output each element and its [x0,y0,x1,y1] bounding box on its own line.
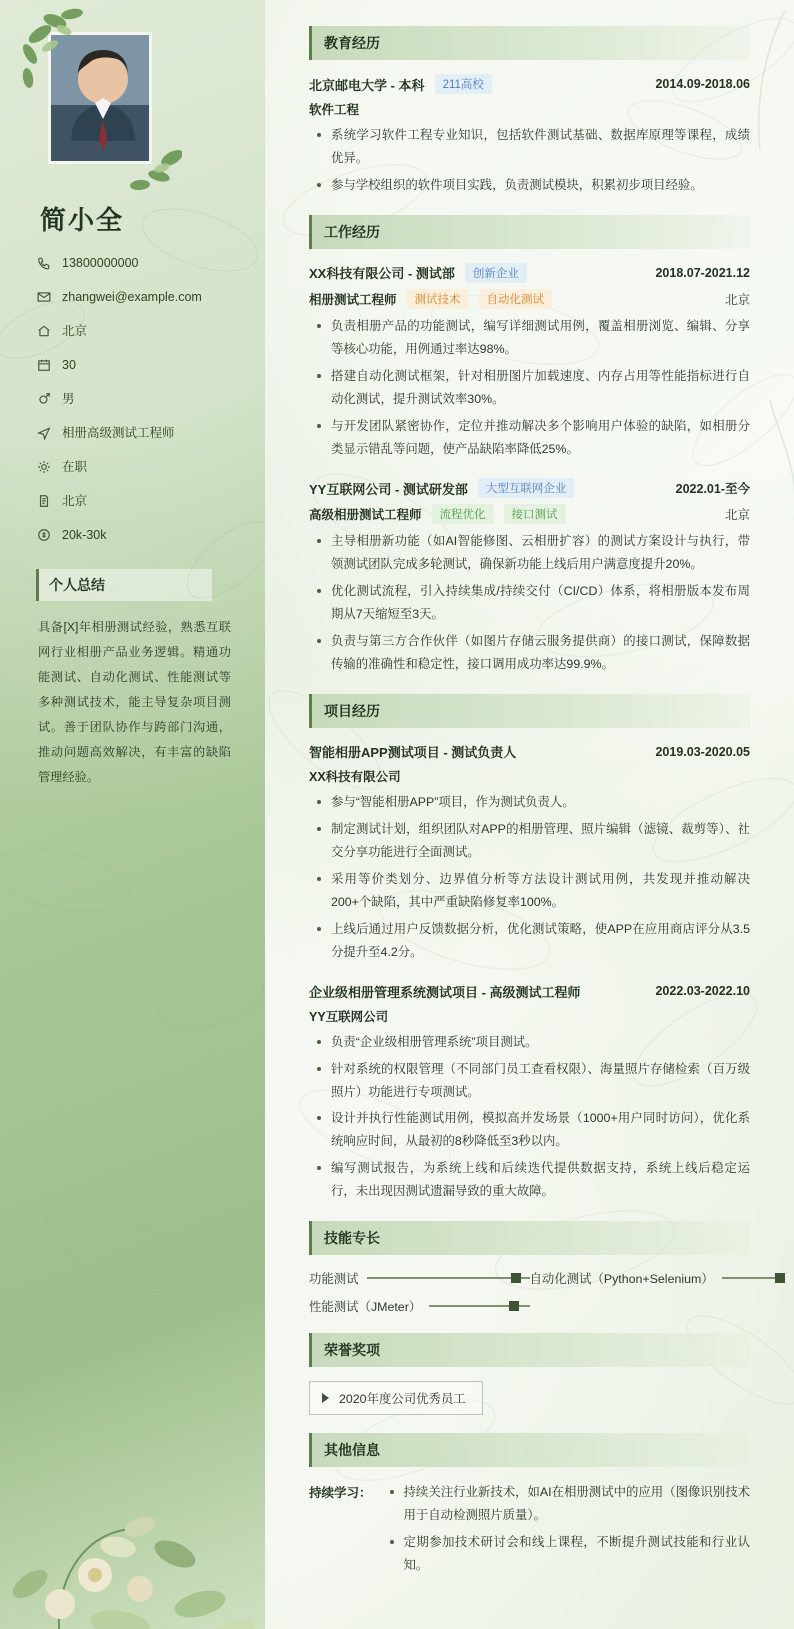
list-item: 与开发团队紧密协作，定位并推动解决多个影响用户体验的缺陷，如相册分类显示错乱等问题，使产品缺陷率降低25%。 [311,415,750,461]
skill-slider[interactable] [722,1277,782,1279]
mail-icon [36,289,52,305]
list-item: 持续关注行业新技术，如AI在相册测试中的应用（图像识别技术用于自动检测照片质量）。 [384,1481,750,1527]
contact-age: 30 [62,357,76,372]
work-date: 2018.07-2021.12 [655,265,750,280]
education-major: 软件工程 [309,103,360,117]
skill-label: 功能测试 [309,1272,359,1287]
work-role-tag-1: 流程优化 [432,504,494,524]
skill-label: 性能测试（JMeter） [309,1300,422,1315]
skill-slider[interactable] [367,1277,530,1279]
work-bullets-1 [309,315,750,461]
education-school: 北京邮电大学 - 本科 [309,77,425,93]
contact-gender: 男 [62,391,75,406]
contact-row-email [36,289,265,305]
list-item: 负责相册产品的功能测试，编写详细测试用例，覆盖相册浏览、编辑、分享等核心功能，用例通过率达98%。 [311,315,750,361]
project-bullets-2 [309,1031,750,1204]
project-entry-2 [309,982,750,1204]
section-title-skills: 技能专长 [309,1221,750,1255]
project-entry-1 [309,742,750,964]
skill-item-3 [309,1297,530,1315]
project-title: 智能相册APP测试项目 - 测试负责人 [309,745,517,761]
list-item: 设计并执行性能测试用例，模拟高并发场景（1000+用户同时访问），优化系统响应时间，从最初的8秒降低至3秒以内。 [311,1107,750,1153]
other-info-row [309,1481,750,1581]
work-place: 北京 [724,508,750,523]
status-icon [36,459,52,475]
list-item: 采用等价类划分、边界值分析等方法设计测试用例，共发现并推动解决200+个缺陷，其中严重缺陷修复率100%。 [311,868,750,914]
list-item: 负责与第三方合作伙伴（如图片存储云服务提供商）的接口测试，保障数据传输的准确性和稳定性，接口调用成功率达99.9%。 [311,630,750,676]
contact-row-gender [36,391,265,407]
contact-hometown: 北京 [62,323,88,338]
play-triangle-icon [322,1393,329,1403]
work-entry-1 [309,263,750,461]
avatar-photo [48,32,152,164]
contact-status: 在职 [62,459,88,474]
contact-row-location [36,493,265,509]
avatar [40,24,160,172]
list-item: 优化测试流程，引入持续集成/持续交付（CI/CD）体系，将相册版本发布周期从7天缩短至3天。 [311,580,750,626]
summary-section-title: 个人总结 [36,569,212,601]
skills-list [309,1269,750,1315]
project-date: 2022.03-2022.10 [655,984,750,999]
section-title-awards: 荣誉奖项 [309,1333,750,1367]
other-info-bullets [382,1481,750,1581]
skill-slider-knob[interactable] [775,1273,785,1283]
project-company: XX科技有限公司 [309,770,401,785]
list-item: 参与“智能相册APP”项目，作为测试负责人。 [311,791,750,814]
work-company: XX科技有限公司 - 测试部 [309,266,455,282]
award-item[interactable] [309,1381,483,1415]
contact-list [36,255,265,543]
contact-salary: 20k-30k [62,527,107,542]
contact-row-status [36,459,265,475]
section-projects [309,694,750,1203]
section-title-work: 工作经历 [309,215,750,249]
section-skills [309,1221,750,1315]
list-item: 编写测试报告，为系统上线和后续迭代提供数据支持，系统上线后稳定运行，未出现因测试遗漏导致的重大故障。 [311,1157,750,1203]
home-icon [36,323,52,339]
list-item: 制定测试计划，组织团队对APP的相册管理、照片编辑（滤镜、裁剪等）、社交分享功能进行全面测试。 [311,818,750,864]
work-company-tag: 大型互联网企业 [478,478,575,498]
list-item: 定期参加技术研讨会和线上课程，不断提升测试技能和行业认知。 [384,1531,750,1577]
skill-slider-knob[interactable] [511,1273,521,1283]
summary-text: 具备[X]年相册测试经验，熟悉互联网行业相册产品业务逻辑。精通功能测试、自动化测试、性能测试等多种测试技术，能主导复杂项目测试。善于团队协作与跨部门沟通，推动问题高效解决，有丰富的缺陷管理经验。 [38,620,231,785]
contact-email: zhangwei@example.com [62,289,202,304]
list-item: 针对系统的权限管理（不同部门员工查看权限）、海量照片存储检索（百万级照片）功能进行专项测试。 [311,1058,750,1104]
target-icon [36,425,52,441]
work-place: 北京 [724,292,750,307]
work-entry-2 [309,478,750,676]
contact-row-phone [36,255,265,271]
work-bullets-2 [309,530,750,676]
skill-item-1 [309,1269,530,1287]
skill-item-2 [530,1269,751,1287]
work-role: 相册测试工程师 [309,292,397,307]
work-role: 高级相册测试工程师 [309,508,422,523]
work-company-tag: 创新企业 [465,263,527,283]
project-company: YY互联网公司 [309,1009,389,1024]
list-item: 搭建自动化测试框架，针对相册图片加载速度、内存占用等性能指标进行自动化测试，提升测试效率30%。 [311,365,750,411]
education-tag: 211高校 [435,74,492,94]
project-title: 企业级相册管理系统测试项目 - 高级测试工程师 [309,984,581,1000]
salary-icon [36,527,52,543]
resume-body [265,0,794,1629]
work-role-tag-2: 自动化测试 [479,289,553,309]
list-item: 系统学习软件工程专业知识，包括软件测试基础、数据库原理等课程，成绩优异。 [311,124,750,170]
other-info-key: 持续学习： [309,1486,372,1501]
page-title: 简小全 [40,205,125,235]
section-other-info [309,1433,750,1581]
contact-phone: 13800000000 [62,255,139,270]
list-item: 上线后通过用户反馈数据分析，优化测试策略，使APP在应用商店评分从3.5分提升至4.2分。 [311,918,750,964]
contact-row-age [36,357,265,373]
list-item: 主导相册新功能（如AI智能修图、云相册扩容）的测试方案设计与执行，带领测试团队完成多轮测试，确保新功能上线后用户满意度提升20%。 [311,530,750,576]
section-education [309,26,750,197]
work-role-tag-1: 测试技术 [407,289,469,309]
education-bullets [309,124,750,197]
award-label: 2020年度公司优秀员工 [339,1392,466,1407]
contact-row-hometown [36,323,265,339]
skill-slider-knob[interactable] [509,1301,519,1311]
gender-icon [36,391,52,407]
section-awards [309,1333,750,1415]
education-date: 2014.09-2018.06 [655,77,750,91]
section-title-education: 教育经历 [309,26,750,60]
education-entry [309,74,750,197]
skill-label: 自动化测试（Python+Selenium） [529,1272,714,1287]
location-icon [36,493,52,509]
section-title-projects: 项目经历 [309,694,750,728]
contact-location: 北京 [62,493,88,508]
section-work [309,215,750,676]
floral-decoration [0,1379,265,1629]
section-title-other-info: 其他信息 [309,1433,750,1467]
project-date: 2019.03-2020.05 [655,744,750,759]
contact-position: 相册高级测试工程师 [62,425,175,440]
phone-icon [36,255,52,271]
list-item: 负责“企业级相册管理系统”项目测试。 [311,1031,750,1054]
work-date: 2022.01-至今 [675,482,750,497]
project-bullets-1 [309,791,750,964]
skill-slider[interactable] [429,1305,529,1307]
work-role-tag-2: 接口测试 [504,504,566,524]
list-item: 参与学校组织的软件项目实践，负责测试模块，积累初步项目经验。 [311,174,750,197]
calendar-icon [36,357,52,373]
work-company: YY互联网公司 - 测试研发部 [309,481,468,497]
contact-row-salary [36,527,265,543]
sidebar [0,0,265,1629]
contact-row-position [36,425,265,441]
